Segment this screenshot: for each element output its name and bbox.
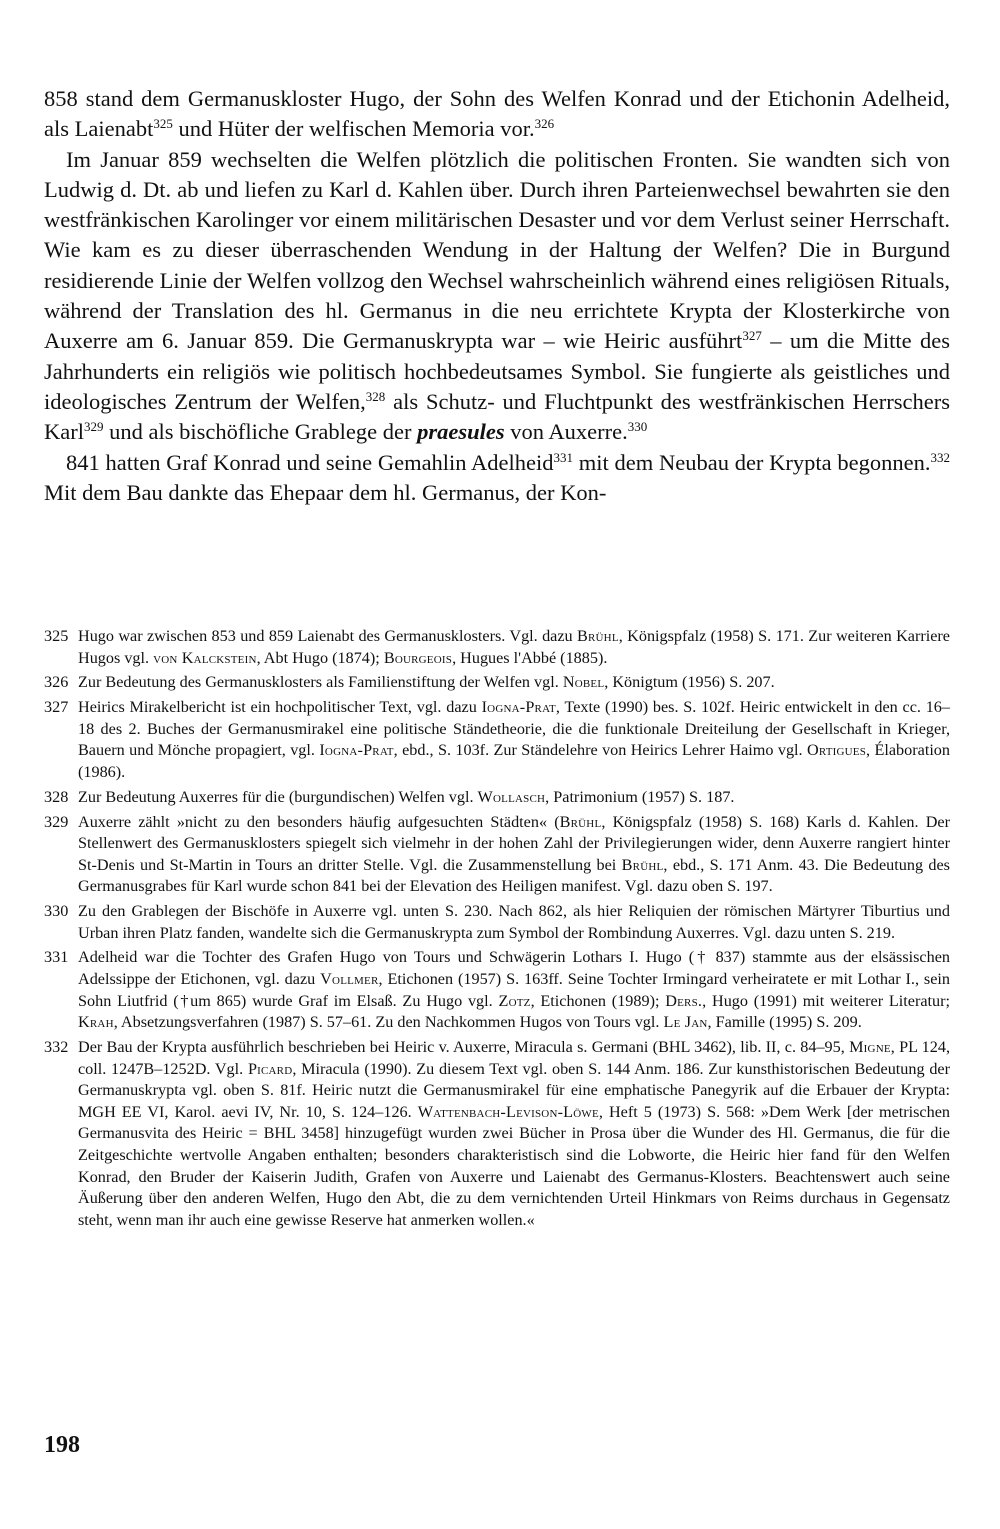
author-name: Zotz [498,991,531,1010]
author-name: Ortigues [806,741,867,760]
footnote-331 [44,947,950,1033]
footnote-number: 325 [44,627,69,645]
footnote-ref-327[interactable]: 327 [742,328,762,344]
text-run: , ebd., S. 171 Anm. 43. Die Bedeutung des Germanusgrabes für Karl wurde schon 841 bei der Elevation des Heiligen manifest. Vgl. dazu oben S. 197. [78,855,950,896]
text-run: , Hugues l'Abbé (1885). [452,648,608,667]
footnote-327 [44,697,950,783]
footnote-330 [44,901,950,944]
footnote-number: 329 [44,812,69,831]
footnote-ref-331[interactable]: 331 [553,449,574,465]
footnote-text [78,947,950,1033]
author-name: Brühl [577,627,619,645]
text-run: , Famille (1995) S. 209. [707,1013,862,1032]
footnote-number: 330 [44,902,69,921]
footnote-text [78,901,950,944]
author-name: Iogna-Prat [481,698,556,717]
text-run: Zu den Grablegen der Bischöfe in Auxerre vgl. unten S. 230. Nach 862, als hier Reliquien der römischen Märtyrer Tiburtius und Urban ihren Platz fanden, wandelte sich die Germanuskrypta zum Symbol der Rombindung Auxerres. Vgl. dazu unten S. 219. [78,902,950,942]
text-run: Der Bau der Krypta ausführlich beschrieben bei Heiric v. Auxerre, Miracula s. Germani (BHL 3462), lib. II, c. 84–95, [78,1038,850,1056]
italic-term: praesules [417,419,505,445]
text-run: Mit dem Bau dankte das Ehepaar dem hl. Germanus, der Kon- [44,479,607,505]
footnote-text [78,787,950,809]
text-run: Adelheid war die Tochter des Grafen Hugo von Tours und Schwägerin Lothars I. Hugo († 837) stammte aus der elsässischen Adelssippe der Etichonen, vgl. dazu [78,948,950,989]
author-name: Wollasch [477,787,546,806]
footnote-text [78,626,950,669]
author-name: Krah [78,1013,114,1032]
text-run: und Hüter der welfischen Memoria vor. [172,116,535,142]
footnote-ref-329[interactable]: 329 [83,419,104,435]
footnote-number: 327 [44,698,69,717]
text-run: Auxerre zählt »nicht zu den besonders häufig aufgesuchten Städten« ( [78,812,560,831]
footnote-text [78,697,950,783]
text-run: Heirics Mirakelbericht ist ein hochpolitischer Text, vgl. dazu [78,698,482,717]
text-run: , Hugo (1991) mit weiterer Literatur; [702,991,950,1010]
text-run: , Abt Hugo (1874); [256,648,384,667]
paragraph-2 [44,145,950,448]
text-run: , Etichonen (1957) S. 163ff. Seine Tochter Irmingard verheiratete er mit Lothar I., sein Sohn Liutfrid (†um 865) wurde Graf im Elsaß. Zu Hugo vgl. [78,970,950,1010]
footnote-329 [44,812,950,898]
text-run: , Königspfalz (1958) S. 171. Zur weiteren Karriere Hugos vgl. [78,627,950,667]
author-name: Le Jan [663,1013,708,1032]
footnote-ref-326[interactable]: 326 [534,116,555,132]
author-name: Ders. [665,991,703,1010]
text-run: Zur Bedeutung des Germanusklosters als Familienstiftung der Welfen vgl. [78,673,563,692]
author-name: Iogna-Prat [319,741,394,760]
text-run: , PL 124, coll. 1247B–1252D. Vgl. [78,1038,951,1078]
author-name: Vollmer [320,970,379,989]
footnote-ref-330[interactable]: 330 [627,419,648,435]
text-run: Hugo war zwischen 853 und 859 Laienabt des Germanusklosters. Vgl. dazu [78,627,577,645]
footnote-ref-332[interactable]: 332 [930,449,950,465]
footnote-332 [44,1037,950,1231]
text-run: , Élaboration (1986). [78,741,950,781]
text-run: , Texte (1990) bes. S. 102f. Heiric entwickelt in den cc. 16–18 des 2. Buches der Germanusmirakel eine politische Ständetheorie, die die funktionale Dreiteilung der Gesellschaft in Krieger, Bauern und Mönche propagiert, vgl. [78,698,950,760]
footnote-number: 331 [44,948,69,967]
text-run: , Patrimonium (1957) S. 187. [545,787,735,806]
main-text [44,84,950,508]
text-run: , Etichonen (1989); [530,991,666,1010]
footnote-328 [44,787,950,809]
paragraph-3 [44,448,950,509]
footnote-number: 326 [44,673,69,692]
text-run: Zur Bedeutung Auxerres für die (burgundischen) Welfen vgl. [78,787,478,806]
author-name: Bourgeois [383,648,453,667]
text-run: , Königtum (1956) S. 207. [604,673,775,692]
text-run: , Königspfalz (1958) S. 168) Karls d. Kahlen. Der Stellenwert des Germanusklosters spiegelt sich vielmehr in der hohen Zahl der Privilegierungen wider, denn Auxerre rangiert hinter St-Denis und St-Martin in Tours an dritter Stelle. Vgl. die Zusammenstellung bei [78,812,951,874]
text-run: Im Januar 859 wechselten die Welfen plötzlich die politischen Fronten. Sie wandten sich von Ludwig d. Dt. ab und liefen zu Karl d. Kahlen über. Durch ihren Parteienwechsel bewahrten sie den westfränkischen Karolinger vor einem militärischen Desaster und vor dem Verlust seiner Herrschaft. Wie kam es zu dieser überraschenden Wendung in der Haltung der Welfen? Die in Burgund residierende Linie der Welfen vollzog den Wechsel wahrscheinlich während eines religiösen Rituals, während der Translation des hl. Germanus in die neu errichtete Krypta der Klosterkirche von Auxerre am 6. Januar 859. Die Germanuskrypta war – wie Heiric ausführt [44,146,950,354]
author-name: Nobel [562,673,605,692]
footnote-text [78,672,950,694]
text-run: als Schutz- und Fluchtpunkt des westfränkischen Herrschers Karl [44,388,950,445]
text-run: , ebd., S. 103f. Zur Ständelehre von Heirics Lehrer Haimo vgl. [393,741,807,760]
footnote-text [78,812,950,898]
text-run: von Auxerre. [504,419,628,445]
footnote-ref-328[interactable]: 328 [365,388,386,404]
page-number: 198 [44,1432,80,1458]
footnote-number: 328 [44,787,69,806]
footnote-325 [44,626,950,669]
author-name: Migne [849,1038,891,1056]
text-run: , Absetzungsverfahren (1987) S. 57–61. Zu den Nachkommen Hugos von Tours vgl. [113,1013,664,1032]
text-run: und als bischöfliche Grablege der [103,419,418,445]
text-run: , Miracula (1990). Zu diesem Text vgl. oben S. 144 Anm. 186. Zur kunsthistorischen Bedeutung der Germanuskrypta vgl. oben S. 81f. Heiric nutzt die Germanusmirakel für eine emphatische Panegyrik auf die Erbauer der Krypta: MGH EE VI, Karol. aevi IV, Nr. 10, S. 124–126. [78,1059,950,1121]
footnote-text [78,1037,950,1231]
footnotes [44,626,950,1235]
author-name: Wattenbach-Levison-Löwe [417,1102,599,1121]
footnote-number: 332 [44,1038,69,1056]
text-run: mit dem Neubau der Krypta begonnen. [573,449,931,475]
text-run: 841 hatten Graf Konrad und seine Gemahlin Adelheid [66,449,554,475]
author-name: Picard [247,1059,293,1078]
author-name: Brühl [621,855,664,874]
footnote-326 [44,672,950,694]
author-name: Brühl [559,812,602,831]
footnote-ref-325[interactable]: 325 [153,116,173,132]
text-run: 858 stand dem Germanuskloster Hugo, der Sohn des Welfen Konrad und der Etichonin Adelheid, als Laienabt [44,86,950,142]
text-run: – um die Mitte des Jahrhunderts ein religiös wie politisch hochbedeutsames Symbol. Sie fungierte als geistliches und ideologisches Zentrum der Welfen, [44,328,950,414]
author-name: von Kalckstein [153,648,257,667]
paragraph-1 [44,84,950,145]
text-run: , Heft 5 (1973) S. 568: »Dem Werk [der metrischen Germanusvita des Heiric = BHL 3458] hinzugefügt wurden zwei Bücher in Prosa über die Wunder des Hl. Germanus, die für die Zeitgeschichte wertvolle Angaben enthalten; besonders charakteristisch sind die Lobworte, die Heiric hier fand für den Welfen Konrad, den Bruder der Kaiserin Judith, Grafen von Auxerre und Laienabt des Germanus-Klosters. Beachtenswert auch seine Äußerung über den anderen Welfen, Hugo den Abt, die zu dem vernichtenden Urteil Hinkmars von Reims durchaus in Gegensatz steht, wenn man ihr auch eine gewisse Reserve hat anmerken wollen.« [78,1102,950,1229]
